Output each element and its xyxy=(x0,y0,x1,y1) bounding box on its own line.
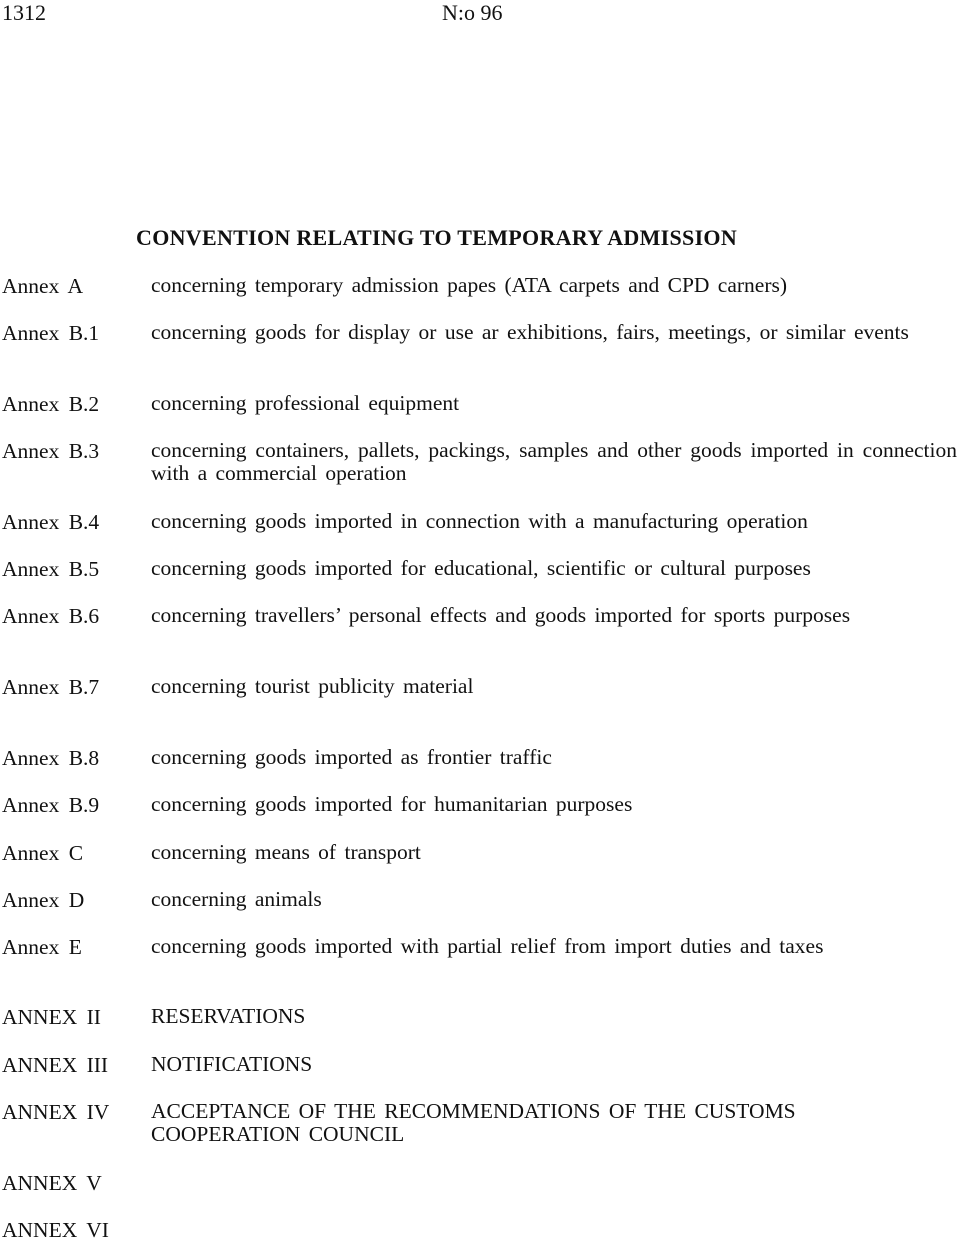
annex-label: Annex B.3 xyxy=(2,439,100,463)
annex-description: concerning animals xyxy=(151,887,322,911)
annex-description: concerning travellers’ personal effects and goods imported for sports purposes xyxy=(151,603,851,627)
annex-description: concerning containers, pallets, packings, samples and other goods imported in connection with a commercial operation xyxy=(151,438,957,485)
annex-label: ANNEX V xyxy=(2,1171,102,1195)
annex-description: NOTIFICATIONS xyxy=(151,1052,313,1076)
annex-label: Annex B.2 xyxy=(2,392,100,416)
annex-label: Annex B.8 xyxy=(2,746,100,770)
annex-label: Annex C xyxy=(2,841,84,865)
annex-label: Annex B.1 xyxy=(2,321,100,345)
document-heading: CONVENTION RELATING TO TEMPORARY ADMISSION xyxy=(136,225,738,250)
annex-description: RESERVATIONS xyxy=(151,1004,306,1028)
issue-number: N:o 96 xyxy=(442,0,503,25)
annex-label: ANNEX VI xyxy=(2,1218,109,1242)
annex-description: concerning goods imported with partial relief from import duties and taxes xyxy=(151,934,824,958)
annex-label: Annex B.4 xyxy=(2,510,100,534)
annex-label: Annex E xyxy=(2,935,82,959)
annex-label: Annex B.6 xyxy=(2,604,100,628)
annex-label: ANNEX IV xyxy=(2,1100,110,1124)
annex-label: ANNEX II xyxy=(2,1005,101,1029)
annex-description: concerning goods for display or use ar exhibitions, fairs, meetings, or similar events xyxy=(151,320,909,344)
annex-description: ACCEPTANCE OF THE RECOMMENDATIONS OF THE CUSTOMS COOPERATION COUNCIL xyxy=(151,1099,796,1146)
annex-label: Annex A xyxy=(2,274,84,298)
annex-label: Annex B.7 xyxy=(2,675,100,699)
annex-description: concerning goods imported for educational, scientific or cultural purposes xyxy=(151,556,811,580)
annex-description: concerning professional equipment xyxy=(151,391,460,415)
annex-description: concerning goods imported as frontier traffic xyxy=(151,745,552,769)
annex-label: Annex D xyxy=(2,888,85,912)
page-number: 1312 xyxy=(2,0,46,25)
annex-label: Annex B.9 xyxy=(2,793,100,817)
annex-description: concerning means of transport xyxy=(151,840,421,864)
annex-description: concerning temporary admission papes (ATA carpets and CPD carners) xyxy=(151,273,788,297)
annex-label: ANNEX III xyxy=(2,1053,109,1077)
annex-description: concerning goods imported for humanitarian purposes xyxy=(151,792,633,816)
annex-description: concerning goods imported in connection with a manufacturing operation xyxy=(151,509,808,533)
annex-label: Annex B.5 xyxy=(2,557,100,581)
annex-description: concerning tourist publicity material xyxy=(151,674,474,698)
